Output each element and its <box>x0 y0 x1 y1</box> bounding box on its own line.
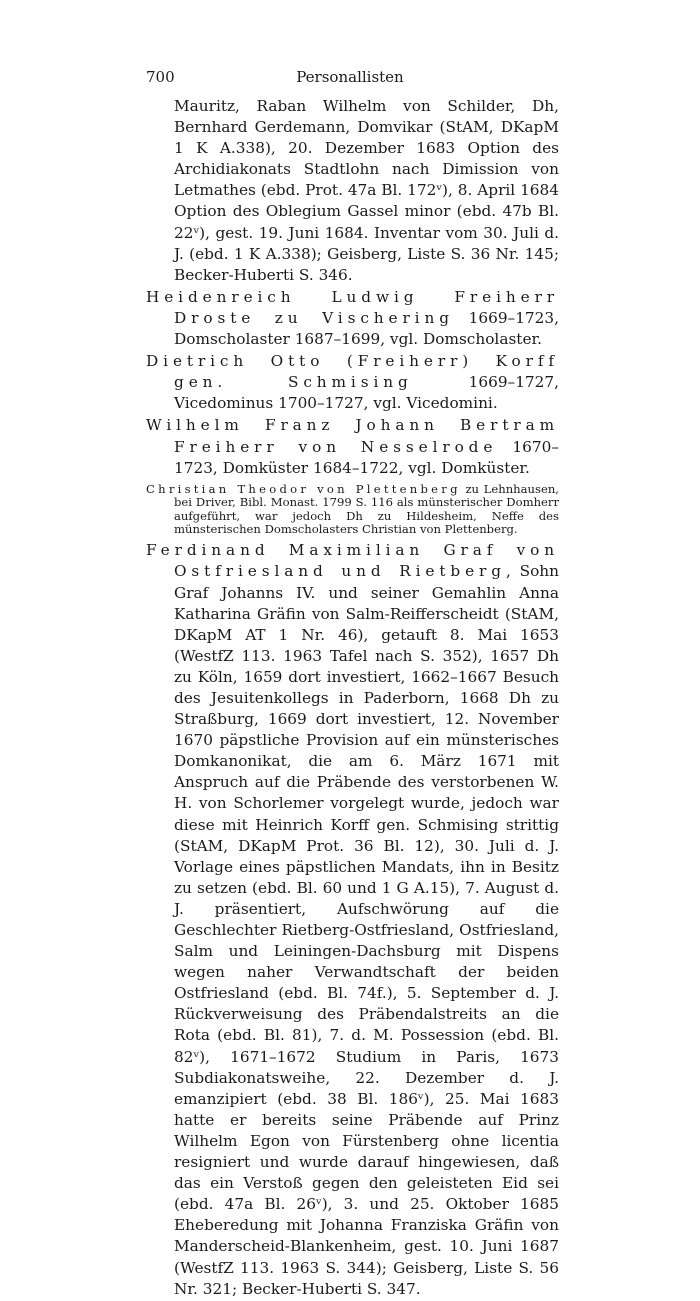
entry-name: Wilhelm Franz Johann Bertram Freiherr von Nesselrode <box>146 416 559 456</box>
entry-wilhelm <box>146 415 559 478</box>
entry-text: 1669–1727, Vicedominus 1700–1727, vgl. Vicedomini. <box>174 373 559 413</box>
entry-name: Heidenreich Ludwig Freiherr Droste zu Vischering <box>146 287 559 327</box>
note-name: Christian Theodor von Plettenberg <box>146 481 461 496</box>
note-text: zu Lehnhausen, bei Driver, Bibl. Monast. 1799 S. 116 als münsterischer Domherr aufgeführt, war jedoch Dh zu Hildesheim, Neffe des münsterischen Domscholasters Christian von Plettenberg. <box>174 481 559 536</box>
entry-text: 1669–1723, Domscholaster 1687–1699, vgl. Domscholaster. <box>174 308 559 349</box>
entry-text: , Sohn Graf Johanns IV. und seiner Gemahlin Anna Katharina Gräfin von Salm-Reifferscheidt (StAM, DKapM AT 1 Nr. 46), getauft 8. Mai 1653 (WestfZ 113. 1963 Tafel nach S. 352), 1657 Dh zu Köln, 1659 dort investiert, 1662–1667 Besuch des Jesuitenkollegs in Paderborn, 1668 Dh zu Straßburg, 1669 dort investiert, 12. November 1670 päpstliche Provision auf ein münsterisches Domkanonikat, die am 6. März 1671 mit Anspruch auf die Präbende des verstorbenen W. H. von Schorlemer vorgelegt wurde, jedoch war diese mit Heinrich Korff gen. Schmising strittig (StAM, DKapM Prot. 36 Bl. 12), 30. Juli d. J. Vorlage eines päpstlichen Mandats, ihn in Besitz zu setzen (ebd. Bl. 60 und 1 G A.15), 7. August d. J. präsentiert, Aufschwörung auf die Geschlechter Rietberg-Ostfriesland, Ostfriesland, Salm und Leiningen-Dachsburg mit Dispens wegen naher Verwandtschaft der beiden Ostfriesland (ebd. Bl. 74f.), 5. September d. J. Rückverweisung des Präbendalstreits an die Rota (ebd. Bl. 81), 7. d. M. Possession (ebd. Bl. 82ᵛ), 1671–1672 Studium in Paris, 1673 Subdiakonatsweihe, 22. Dezember d. J. emanzipiert (ebd. 38 Bl. 186ᵛ), 25. Mai 1683 hatte er bereits seine Präbende auf Prinz Wilhelm Egon von Fürstenberg ohne licentia resigniert und wurde darauf hingewiesen, daß das ein Verstoß gegen den geleisteten Eid sei (ebd. 47a Bl. 26ᵛ), 3. und 25. Oktober 1685 Eheberedung mit Johanna Franziska Gräfin von Manderscheid-Blankenheim, gest. 10. Juni 1687 (WestfZ 113. 1963 S. 344); Geisberg, Liste S. 56 Nr. 321; Becker-Huberti S. 347. <box>174 562 559 1298</box>
page-body <box>146 96 559 1301</box>
entry-heidenreich <box>146 287 559 350</box>
entry-text: 1670–1723, Domküster 1684–1722, vgl. Domküster. <box>174 437 559 477</box>
entry-name: Ferdinand Maximilian Graf von Ostfriesland und Rietberg <box>146 541 559 581</box>
entry-name: Dietrich Otto (Freiherr) Korff gen. Schmising <box>146 352 559 392</box>
entry-dietrich <box>146 351 559 414</box>
entry-mauritz: Mauritz, Raban Wilhelm von Schilder, Dh, Bernhard Gerdemann, Domvikar (StAM, DKapM 1 K A.338), 20. Dezember 1683 Option des Archidiakonats Stadtlohn nach Dimission von Letmathes (ebd. Prot. 47a Bl. 172ᵛ), 8. April 1684 Option des Oblegium Gassel minor (ebd. 47b Bl. 22ᵛ), gest. 19. Juni 1684. Inventar vom 30. Juli d. J. (ebd. 1 K A.338); Geisberg, Liste S. 36 Nr. 145; Becker-Huberti S. 346. <box>174 97 559 284</box>
entry-ferdinand <box>146 540 559 1299</box>
note-plettenberg <box>146 483 559 537</box>
running-head: Personallisten <box>296 68 404 86</box>
page-number: 700 <box>146 68 175 86</box>
